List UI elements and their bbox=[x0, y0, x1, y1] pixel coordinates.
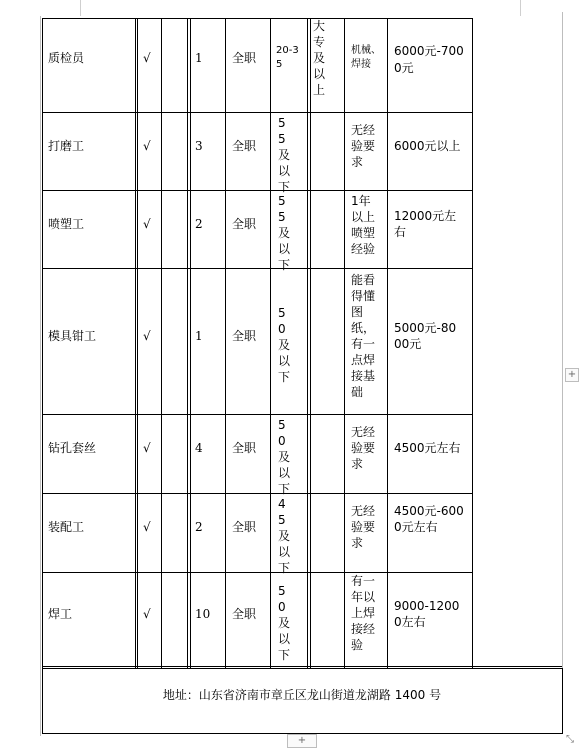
requirement: 有一年以上焊接经验 bbox=[351, 574, 376, 652]
check-mark: √ bbox=[143, 217, 151, 231]
table-column-divider bbox=[225, 18, 226, 668]
age-range: 45及以下 bbox=[278, 497, 291, 575]
check-mark: √ bbox=[143, 441, 151, 455]
table-column-divider bbox=[472, 18, 473, 668]
table-column-divider bbox=[387, 18, 388, 668]
salary: 4500元-6000元左右 bbox=[394, 504, 464, 534]
page-margin-mark bbox=[80, 0, 81, 16]
table-row-divider bbox=[42, 414, 472, 415]
salary: 9000-12000左右 bbox=[394, 599, 460, 629]
table-row-divider bbox=[42, 112, 472, 113]
check-mark: √ bbox=[143, 520, 151, 534]
check-mark: √ bbox=[143, 329, 151, 343]
salary: 4500元左右 bbox=[394, 441, 461, 455]
headcount: 4 bbox=[195, 441, 203, 455]
table-column-divider bbox=[344, 18, 345, 668]
table-column-divider bbox=[190, 18, 191, 668]
salary: 6000元-7000元 bbox=[394, 44, 464, 75]
job-title: 装配工 bbox=[48, 520, 85, 534]
headcount: 2 bbox=[195, 520, 203, 534]
salary: 12000元左右 bbox=[394, 209, 457, 239]
company-address: 地址：山东省济南市章丘区龙山街道龙湖路 1400 号 bbox=[162, 688, 442, 702]
table-column-divider bbox=[187, 18, 188, 668]
age-range: 20-35 bbox=[276, 45, 299, 70]
check-mark: √ bbox=[143, 139, 151, 153]
job-title: 质检员 bbox=[48, 51, 85, 65]
job-title: 喷塑工 bbox=[48, 217, 85, 231]
employment-type: 全职 bbox=[232, 329, 257, 343]
requirement: 无经验要求 bbox=[351, 425, 376, 471]
requirement: 能看得懂图纸，有一点焊接基础 bbox=[351, 273, 376, 399]
headcount: 3 bbox=[195, 139, 203, 153]
table-row-divider bbox=[42, 668, 562, 669]
employment-type: 全职 bbox=[232, 607, 257, 621]
age-range: 55及以下 bbox=[278, 194, 291, 272]
requirement: 无经验要求 bbox=[351, 123, 376, 169]
employment-type: 全职 bbox=[232, 217, 257, 231]
table-column-divider bbox=[161, 18, 162, 668]
age-range: 50及以下 bbox=[278, 306, 291, 384]
salary: 6000元以上 bbox=[394, 139, 461, 153]
table-row-divider bbox=[42, 493, 472, 494]
table-row-divider bbox=[42, 190, 472, 191]
employment-type: 全职 bbox=[232, 51, 257, 65]
table-row-divider bbox=[42, 268, 472, 269]
page-right-border bbox=[562, 12, 563, 734]
check-mark: √ bbox=[143, 51, 151, 65]
check-mark: √ bbox=[143, 607, 151, 621]
table-column-divider bbox=[310, 18, 311, 668]
table-column-divider bbox=[270, 18, 271, 668]
page-margin-mark bbox=[520, 0, 521, 16]
employment-type: 全职 bbox=[232, 441, 257, 455]
headcount: 2 bbox=[195, 217, 203, 231]
requirement: 无经验要求 bbox=[351, 504, 376, 550]
table-column-divider bbox=[135, 18, 136, 668]
requirement: 1年以上喷塑经验 bbox=[351, 194, 376, 256]
table-border-right bbox=[562, 668, 563, 734]
job-title: 钻孔套丝 bbox=[48, 441, 97, 455]
education: 大专及以上 bbox=[313, 19, 326, 97]
age-range: 55及以下 bbox=[278, 116, 291, 194]
table-column-divider bbox=[137, 18, 138, 668]
job-title: 焊工 bbox=[48, 607, 73, 621]
salary: 5000元-8000元 bbox=[394, 321, 457, 351]
table-row-divider bbox=[42, 666, 562, 667]
headcount: 1 bbox=[195, 51, 203, 65]
resize-table-icon[interactable]: ⤡ bbox=[566, 734, 574, 745]
add-row-button[interactable]: + bbox=[287, 734, 317, 748]
table-border-left bbox=[42, 18, 43, 734]
employment-type: 全职 bbox=[232, 520, 257, 534]
job-title: 打磨工 bbox=[48, 139, 85, 153]
age-range: 50及以下 bbox=[278, 418, 291, 496]
employment-type: 全职 bbox=[232, 139, 257, 153]
headcount: 1 bbox=[195, 329, 203, 343]
headcount: 10 bbox=[195, 607, 211, 621]
table-row-divider bbox=[42, 572, 472, 573]
table-column-divider bbox=[307, 18, 308, 668]
job-title: 模具钳工 bbox=[48, 329, 97, 343]
age-range: 50及以下 bbox=[278, 584, 291, 662]
page-left-border bbox=[40, 16, 41, 736]
requirement: 机械、焊接 bbox=[351, 45, 381, 70]
table-border-top bbox=[42, 18, 472, 19]
add-column-button[interactable]: + bbox=[565, 368, 579, 382]
